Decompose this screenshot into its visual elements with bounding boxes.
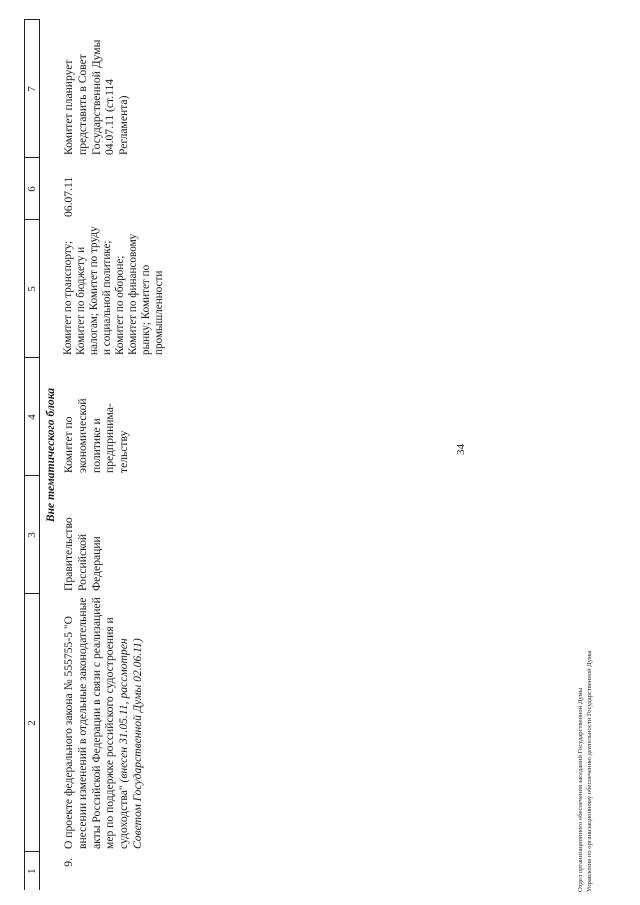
initiator: Правительство Российской Федерации xyxy=(62,517,103,591)
header-col-3: 3 xyxy=(25,476,40,594)
remark: Комитет планирует представить в Совет Государственной Думы 04.07.11 (ст.114 Регламента) xyxy=(62,39,131,155)
header-col-6: 6 xyxy=(25,158,40,220)
footer-line-1: Отдел организационного обеспечения заседаний Государственной Думы xyxy=(577,687,584,892)
footer xyxy=(577,650,594,892)
bill-description xyxy=(62,594,166,852)
co-executor-committees: Комитет по транспорту; Комитет по бюджету и налогам; Комитет по труду и социальной политике; Комитет по обороне; Комитет по финансовому рынку; Комитет по промышленности xyxy=(62,226,165,355)
header-col-5: 5 xyxy=(25,220,40,358)
date: 06.07.11 xyxy=(62,176,75,217)
header-col-2: 2 xyxy=(25,594,40,852)
table-row xyxy=(62,20,166,890)
section-title: Вне тематического блока xyxy=(44,387,57,523)
rotated-page xyxy=(12,8,612,890)
bill-note: (внесен 31.05.11, рассмотрен Советом Государственной Думы 02.06.11) xyxy=(117,638,144,849)
header-col-7: 7 xyxy=(25,20,40,158)
responsible-committee: Комитет по экономической политике и предпринима-тельству xyxy=(62,398,131,473)
header-col-1: 1 xyxy=(25,852,40,890)
bill-title: О проекте федерального закона № 555755-5 "О внесении изменений в отдельные законодательные акты Российской Федерации в связи с реализацией мер по поддержке российского судостроения и судоходства" xyxy=(62,597,131,849)
row-number: 9. xyxy=(62,858,75,867)
footer-line-2: Управления по организационному обеспечению деятельности Государственной Думы xyxy=(585,650,593,892)
header-col-4: 4 xyxy=(25,358,40,476)
agenda-table xyxy=(24,20,166,891)
page-number: 34 xyxy=(455,444,467,455)
section-row xyxy=(40,20,63,890)
column-number-header xyxy=(25,20,40,890)
